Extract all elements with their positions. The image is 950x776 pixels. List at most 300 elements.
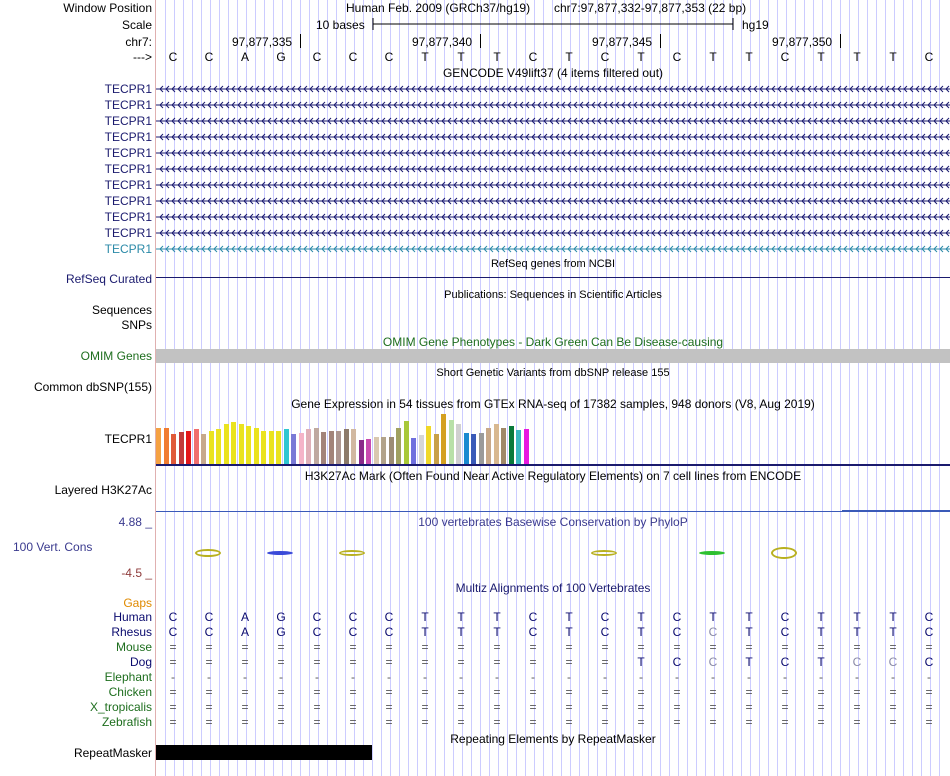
multiz-base: - — [495, 670, 499, 684]
multiz-base: = — [169, 715, 177, 729]
sequence-base: T — [745, 50, 753, 64]
sequence-base: C — [924, 50, 934, 64]
multiz-base: T — [853, 625, 861, 639]
multiz-species-label[interactable]: Human — [113, 610, 152, 624]
multiz-base: = — [493, 715, 501, 729]
coordinate-label: 97,877,350 — [772, 35, 833, 49]
multiz-base: = — [457, 685, 465, 699]
window-position-label: Window Position — [63, 1, 152, 15]
gtex-tissue-bar[interactable] — [299, 433, 304, 464]
multiz-base: G — [276, 625, 286, 639]
multiz-base: = — [529, 715, 537, 729]
gtex-tissue-bar[interactable] — [336, 431, 341, 464]
multiz-base: = — [313, 685, 321, 699]
multiz-base: - — [243, 670, 247, 684]
gtex-tissue-bar[interactable] — [171, 434, 176, 464]
gtex-tissue-bar[interactable] — [194, 429, 199, 464]
multiz-base: = — [241, 685, 249, 699]
multiz-base: = — [745, 640, 753, 654]
multiz-base: C — [888, 655, 898, 669]
gtex-tissue-bar[interactable] — [374, 437, 379, 464]
gtex-tissue-bar[interactable] — [426, 426, 431, 464]
sequence-base: T — [889, 50, 897, 64]
omim-track-title[interactable]: OMIM Gene Phenotypes - Dark Green Can Be Disease-causing — [382, 335, 724, 349]
gtex-tissue-bar[interactable] — [404, 421, 409, 464]
phylop-track-label[interactable]: 100 Vert. Cons — [13, 540, 93, 554]
multiz-base: = — [205, 655, 213, 669]
sequence-base: C — [204, 50, 214, 64]
sequence-base: T — [637, 50, 645, 64]
multiz-base: = — [601, 655, 609, 669]
coordinate-label: 97,877,335 — [232, 35, 293, 49]
coordinate-tick — [480, 34, 481, 48]
phylop-mark[interactable] — [267, 551, 293, 555]
multiz-base: = — [385, 685, 393, 699]
refseq-track-label[interactable]: RefSeq Curated — [65, 272, 152, 286]
gencode-transcript-label[interactable]: TECPR1 — [104, 98, 152, 112]
multiz-base: = — [925, 685, 933, 699]
gtex-tissue-bar[interactable] — [486, 428, 491, 464]
phylop-signal[interactable] — [156, 540, 950, 566]
multiz-base: - — [711, 670, 715, 684]
omim-feature-bar[interactable] — [156, 349, 950, 363]
gencode-transcript-line[interactable] — [156, 163, 950, 175]
multiz-base: = — [601, 640, 609, 654]
multiz-base: = — [673, 640, 681, 654]
gtex-tissue-bar[interactable] — [231, 422, 236, 464]
gtex-tissue-bar[interactable] — [246, 426, 251, 464]
multiz-base: C — [528, 625, 538, 639]
multiz-base: C — [600, 610, 610, 624]
multiz-base: T — [889, 625, 897, 639]
refseq-line — [156, 277, 950, 278]
sequence-base: T — [565, 50, 573, 64]
gtex-track-label[interactable]: TECPR1 — [104, 432, 152, 446]
multiz-base: = — [169, 640, 177, 654]
gtex-tissue-bar[interactable] — [351, 429, 356, 464]
multiz-base: = — [313, 655, 321, 669]
multiz-base: - — [603, 670, 607, 684]
multiz-base: = — [241, 715, 249, 729]
multiz-base: = — [781, 715, 789, 729]
multiz-base: - — [675, 670, 679, 684]
multiz-base: = — [889, 640, 897, 654]
multiz-base: = — [385, 655, 393, 669]
multiz-base: = — [385, 640, 393, 654]
gencode-transcript-line[interactable] — [156, 211, 950, 223]
scale-db: hg19 — [742, 18, 769, 32]
repeatmasker-element[interactable] — [156, 745, 372, 760]
multiz-base: = — [781, 700, 789, 714]
multiz-base: - — [819, 670, 823, 684]
multiz-base: C — [780, 625, 790, 639]
gtex-tissue-bar[interactable] — [156, 428, 161, 464]
multiz-base: = — [601, 715, 609, 729]
multiz-base: = — [421, 700, 429, 714]
gtex-tissue-bar[interactable] — [456, 424, 461, 464]
multiz-base: - — [891, 670, 895, 684]
multiz-base: = — [817, 685, 825, 699]
multiz-base: = — [565, 655, 573, 669]
multiz-base: C — [168, 625, 178, 639]
multiz-base: = — [421, 640, 429, 654]
multiz-base: = — [277, 655, 285, 669]
multiz-base: = — [673, 685, 681, 699]
gtex-tissue-bar[interactable] — [186, 431, 191, 464]
dbsnp-track-title[interactable]: Short Genetic Variants from dbSNP release 155 — [436, 367, 670, 379]
repeatmasker-track-label[interactable]: RepeatMasker — [73, 746, 152, 760]
multiz-base: - — [747, 670, 751, 684]
multiz-base: = — [637, 700, 645, 714]
gtex-tissue-bar[interactable] — [366, 439, 371, 464]
multiz-base: = — [349, 640, 357, 654]
gtex-tissue-bar[interactable] — [254, 428, 259, 464]
gtex-tissue-bar[interactable] — [269, 431, 274, 464]
multiz-base: C — [204, 610, 214, 624]
coordinate-label: 97,877,340 — [412, 35, 473, 49]
multiz-base: = — [673, 715, 681, 729]
multiz-base: = — [925, 700, 933, 714]
multiz-base: C — [672, 625, 682, 639]
gtex-tissue-bar[interactable] — [344, 429, 349, 464]
multiz-base: = — [457, 655, 465, 669]
multiz-base: T — [493, 610, 501, 624]
multiz-species-label[interactable]: Dog — [129, 655, 152, 669]
gtex-bar-chart[interactable] — [156, 412, 950, 464]
multiz-base: C — [780, 655, 790, 669]
multiz-base: C — [600, 625, 610, 639]
coordinate-label: 97,877,345 — [592, 35, 653, 49]
gtex-tissue-bar[interactable] — [201, 434, 206, 464]
multiz-base: = — [457, 640, 465, 654]
multiz-base: = — [745, 685, 753, 699]
multiz-base: = — [745, 700, 753, 714]
publications-sequences-label[interactable]: Sequences — [91, 303, 152, 317]
multiz-base: - — [783, 670, 787, 684]
multiz-base: C — [204, 625, 214, 639]
gtex-tissue-bar[interactable] — [179, 432, 184, 464]
multiz-base: C — [168, 610, 178, 624]
gtex-tissue-bar[interactable] — [441, 414, 446, 464]
gencode-track-title[interactable]: GENCODE V49lift37 (4 items filtered out) — [442, 66, 664, 80]
gtex-tissue-bar[interactable] — [411, 438, 416, 464]
multiz-base: T — [889, 610, 897, 624]
h3k27ac-signal — [842, 510, 950, 512]
multiz-base: - — [927, 670, 931, 684]
dbsnp-track-label[interactable]: Common dbSNP(155) — [33, 380, 152, 394]
multiz-base: = — [889, 700, 897, 714]
multiz-base: A — [240, 610, 249, 624]
sequence-base: C — [528, 50, 538, 64]
gtex-tissue-bar[interactable] — [449, 420, 454, 464]
coordinate-tick — [840, 34, 841, 48]
multiz-base: - — [459, 670, 463, 684]
multiz-base: = — [277, 715, 285, 729]
gtex-tissue-bar[interactable] — [321, 432, 326, 464]
multiz-base: = — [205, 685, 213, 699]
gtex-tissue-bar[interactable] — [291, 434, 296, 464]
sequence-base: T — [493, 50, 501, 64]
multiz-base: C — [672, 610, 682, 624]
multiz-base: T — [637, 655, 645, 669]
gencode-transcript-line[interactable] — [156, 115, 950, 127]
multiz-base: = — [241, 640, 249, 654]
gencode-transcript-label[interactable]: TECPR1 — [104, 178, 152, 192]
multiz-base: = — [241, 655, 249, 669]
gencode-transcript-label[interactable]: TECPR1 — [104, 210, 152, 224]
multiz-base: = — [529, 685, 537, 699]
multiz-base: = — [709, 640, 717, 654]
multiz-base: = — [529, 640, 537, 654]
multiz-base: T — [493, 625, 501, 639]
multiz-base: C — [672, 655, 682, 669]
position-readout: chr7:97,877,332-97,877,353 (22 bp) — [554, 1, 747, 15]
multiz-base: T — [457, 610, 465, 624]
multiz-base: T — [817, 625, 825, 639]
multiz-base: A — [240, 625, 249, 639]
gencode-transcript-line[interactable] — [156, 147, 950, 159]
sequence-base: C — [312, 50, 322, 64]
multiz-base: = — [313, 700, 321, 714]
gencode-transcript-line[interactable] — [156, 83, 950, 95]
multiz-base: = — [493, 700, 501, 714]
multiz-base: - — [207, 670, 211, 684]
gtex-tissue-bar[interactable] — [389, 437, 394, 464]
multiz-base: T — [709, 610, 717, 624]
sequence-base: A — [240, 50, 249, 64]
multiz-base: C — [708, 655, 718, 669]
gtex-tissue-bar[interactable] — [284, 429, 289, 464]
multiz-base: = — [601, 700, 609, 714]
multiz-base: T — [817, 610, 825, 624]
h3k27ac-baseline — [156, 511, 950, 512]
gencode-transcript-line[interactable] — [156, 131, 950, 143]
sequence-base: C — [780, 50, 790, 64]
coordinate-tick — [300, 34, 301, 48]
publications-track-title[interactable]: Publications: Sequences in Scientific Articles — [444, 289, 662, 301]
gtex-tissue-bar[interactable] — [261, 431, 266, 464]
gtex-tissue-bar[interactable] — [164, 428, 169, 464]
multiz-base: - — [387, 670, 391, 684]
multiz-base: = — [565, 700, 573, 714]
phylop-track-title[interactable]: 100 vertebrates Basewise Conservation by PhyloP — [418, 515, 688, 529]
scale-bar — [372, 17, 736, 31]
gencode-transcript-line[interactable] — [156, 179, 950, 191]
multiz-base: = — [637, 685, 645, 699]
multiz-base: = — [781, 640, 789, 654]
sequence-base: T — [421, 50, 429, 64]
multiz-base: C — [708, 625, 718, 639]
multiz-base: = — [421, 715, 429, 729]
phylop-mark[interactable] — [591, 550, 617, 556]
multiz-base: T — [637, 610, 645, 624]
gtex-tissue-bar[interactable] — [314, 428, 319, 464]
multiz-base: C — [312, 625, 322, 639]
multiz-base: T — [457, 625, 465, 639]
multiz-base: = — [565, 640, 573, 654]
multiz-base: = — [637, 715, 645, 729]
phylop-max-label: 4.88 _ — [118, 515, 152, 529]
gencode-transcript-label[interactable]: TECPR1 — [104, 146, 152, 160]
multiz-base: C — [780, 610, 790, 624]
gtex-tissue-bar[interactable] — [509, 426, 514, 464]
multiz-base: T — [421, 610, 429, 624]
gencode-transcript-line[interactable] — [156, 243, 950, 255]
multiz-species-label[interactable]: Zebrafish — [101, 715, 152, 729]
assembly-name: Human Feb. 2009 (GRCh37/hg19) — [346, 1, 531, 15]
multiz-track-title[interactable]: Multiz Alignments of 100 Vertebrates — [455, 581, 651, 595]
scale-text: 10 bases — [316, 18, 365, 32]
gtex-tissue-bar[interactable] — [216, 429, 221, 464]
multiz-base: = — [925, 715, 933, 729]
gencode-transcript-label[interactable]: TECPR1 — [104, 226, 152, 240]
multiz-base: = — [673, 700, 681, 714]
multiz-species-label[interactable]: X_tropicalis — [89, 700, 152, 714]
multiz-base: - — [855, 670, 859, 684]
gtex-tissue-bar[interactable] — [381, 437, 386, 464]
phylop-mark[interactable] — [771, 547, 797, 559]
multiz-base: = — [457, 715, 465, 729]
multiz-base: = — [853, 715, 861, 729]
multiz-base: T — [745, 655, 753, 669]
multiz-base: = — [637, 640, 645, 654]
repeatmasker-track-title[interactable]: Repeating Elements by RepeatMasker — [450, 732, 656, 746]
multiz-base: G — [276, 610, 286, 624]
multiz-base: = — [349, 700, 357, 714]
multiz-base: = — [565, 685, 573, 699]
multiz-base: C — [348, 610, 358, 624]
multiz-base: = — [385, 715, 393, 729]
gtex-tissue-bar[interactable] — [306, 429, 311, 464]
gtex-tissue-bar[interactable] — [516, 430, 521, 464]
multiz-base: - — [171, 670, 175, 684]
gtex-tissue-bar[interactable] — [239, 424, 244, 464]
multiz-base: T — [421, 625, 429, 639]
multiz-base: = — [889, 715, 897, 729]
gencode-transcript-label[interactable]: TECPR1 — [104, 130, 152, 144]
multiz-base: = — [385, 700, 393, 714]
multiz-base: = — [709, 700, 717, 714]
multiz-base: = — [277, 640, 285, 654]
multiz-base: = — [709, 715, 717, 729]
phylop-mark[interactable] — [339, 550, 365, 556]
gencode-transcript-label[interactable]: TECPR1 — [104, 114, 152, 128]
multiz-base: = — [457, 700, 465, 714]
gencode-transcript-line[interactable] — [156, 195, 950, 207]
multiz-base: = — [709, 685, 717, 699]
multiz-base: = — [493, 655, 501, 669]
gtex-tissue-bar[interactable] — [494, 424, 499, 464]
omim-track-label[interactable]: OMIM Genes — [80, 349, 152, 363]
gtex-track-title[interactable]: Gene Expression in 54 tissues from GTEx RNA-seq of 17382 samples, 948 donors (V8, Aug 2019) — [291, 397, 815, 411]
sequence-base: T — [853, 50, 861, 64]
multiz-base: = — [205, 715, 213, 729]
gtex-tissue-bar[interactable] — [464, 433, 469, 464]
multiz-base: T — [637, 625, 645, 639]
multiz-base: = — [745, 715, 753, 729]
multiz-base: = — [241, 700, 249, 714]
phylop-mark[interactable] — [195, 549, 221, 557]
strand-label: ---> — [133, 50, 152, 64]
gtex-tissue-bar[interactable] — [471, 434, 476, 464]
gtex-tissue-bar[interactable] — [359, 440, 364, 464]
sequence-base: C — [348, 50, 358, 64]
phylop-min-label: -4.5 _ — [121, 566, 152, 580]
gtex-tissue-bar[interactable] — [524, 429, 529, 464]
sequence-base: C — [600, 50, 610, 64]
gencode-transcript-label[interactable]: TECPR1 — [104, 82, 152, 96]
multiz-base: = — [925, 640, 933, 654]
gencode-transcript-label[interactable]: TECPR1 — [104, 194, 152, 208]
multiz-base: = — [853, 640, 861, 654]
multiz-base: = — [781, 685, 789, 699]
gtex-tissue-bar[interactable] — [434, 434, 439, 464]
sequence-base: G — [276, 50, 286, 64]
gtex-tissue-bar[interactable] — [396, 428, 401, 464]
gencode-transcript-label[interactable]: TECPR1 — [104, 242, 152, 256]
phylop-mark[interactable] — [699, 551, 725, 555]
gencode-transcript-line[interactable] — [156, 99, 950, 111]
multiz-base: - — [639, 670, 643, 684]
multiz-base: = — [349, 685, 357, 699]
gtex-tissue-bar[interactable] — [479, 433, 484, 464]
multiz-base: = — [421, 655, 429, 669]
gtex-tissue-bar[interactable] — [501, 428, 506, 464]
chrom-label: chr7: — [125, 35, 152, 49]
multiz-species-label[interactable]: Chicken — [108, 685, 152, 699]
multiz-base: T — [745, 610, 753, 624]
multiz-base: = — [277, 685, 285, 699]
gtex-tissue-bar[interactable] — [209, 431, 214, 464]
gencode-transcript-label[interactable]: TECPR1 — [104, 162, 152, 176]
sequence-base: T — [457, 50, 465, 64]
multiz-base: = — [601, 685, 609, 699]
multiz-base: C — [924, 655, 934, 669]
refseq-track-title[interactable]: RefSeq genes from NCBI — [490, 258, 616, 270]
multiz-base: - — [531, 670, 535, 684]
multiz-base: = — [565, 715, 573, 729]
multiz-base: = — [817, 700, 825, 714]
multiz-base: T — [565, 610, 573, 624]
multiz-base: = — [169, 685, 177, 699]
multiz-base: - — [279, 670, 283, 684]
gtex-tissue-bar[interactable] — [224, 424, 229, 464]
multiz-base: - — [315, 670, 319, 684]
multiz-base: T — [817, 655, 825, 669]
multiz-species-label[interactable]: Mouse — [115, 640, 152, 654]
h3k27ac-track-label[interactable]: Layered H3K27Ac — [54, 483, 152, 497]
multiz-base: - — [423, 670, 427, 684]
multiz-base: C — [384, 625, 394, 639]
gencode-transcript-line[interactable] — [156, 227, 950, 239]
gtex-tissue-bar[interactable] — [276, 431, 281, 464]
multiz-base: T — [565, 625, 573, 639]
multiz-gaps-label[interactable]: Gaps — [123, 596, 152, 610]
multiz-species-label[interactable]: Rhesus — [111, 625, 152, 639]
multiz-base: - — [351, 670, 355, 684]
multiz-base: = — [493, 685, 501, 699]
gtex-tissue-bar[interactable] — [419, 435, 424, 464]
scale-label: Scale — [121, 18, 152, 32]
multiz-base: = — [313, 715, 321, 729]
publications-snps-label[interactable]: SNPs — [121, 318, 152, 332]
h3k27ac-track-title[interactable]: H3K27Ac Mark (Often Found Near Active Regulatory Elements) on 7 cell lines from ENCODE — [304, 469, 802, 483]
multiz-base: = — [529, 655, 537, 669]
gtex-tissue-bar[interactable] — [329, 431, 334, 464]
multiz-species-label[interactable]: Elephant — [104, 670, 152, 684]
multiz-base: = — [493, 640, 501, 654]
multiz-base: = — [169, 700, 177, 714]
